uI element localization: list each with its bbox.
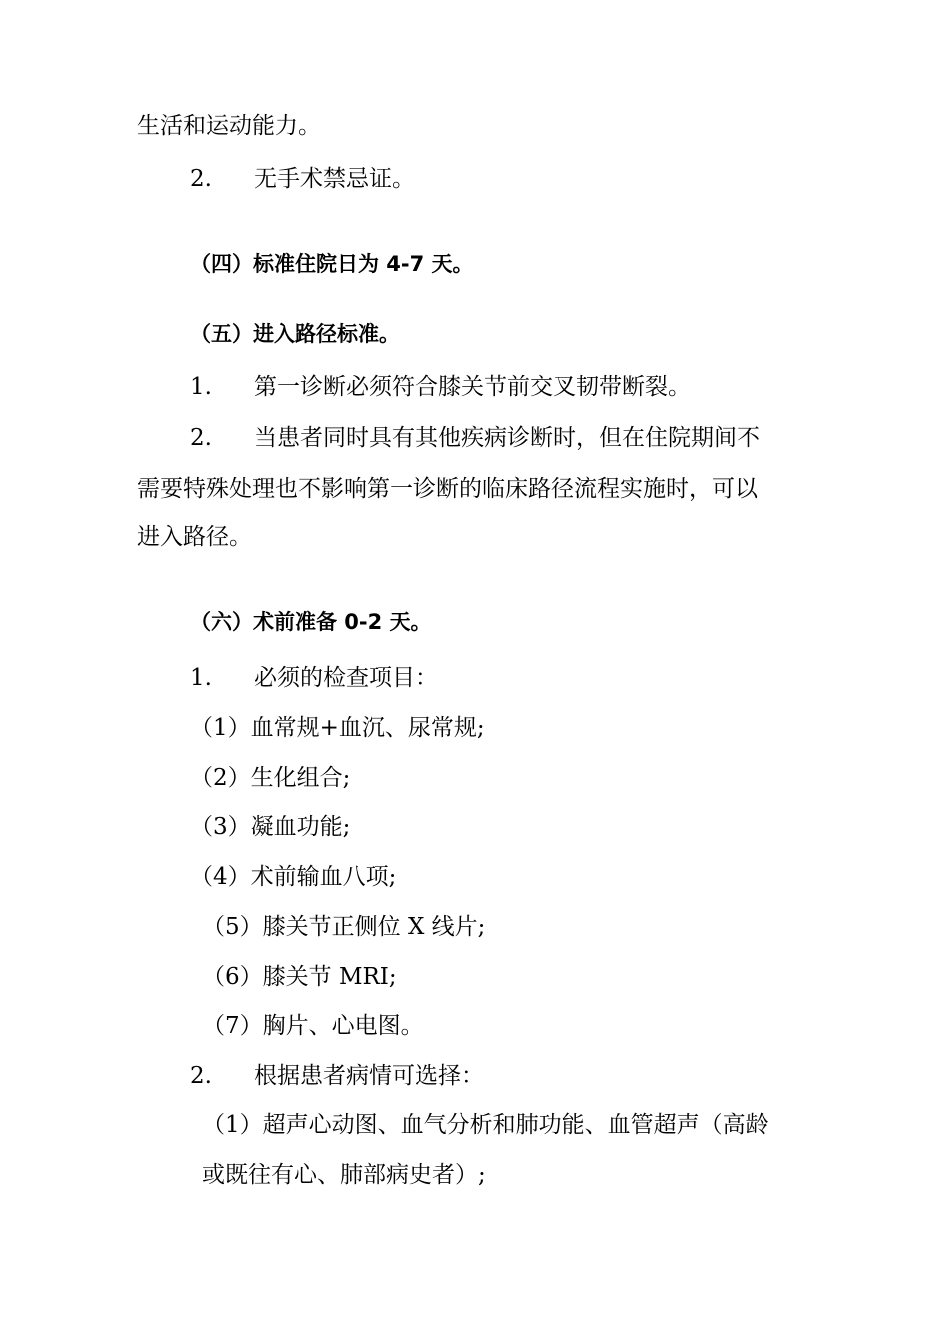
item-number: 2. [190,166,212,192]
sub-item [190,862,396,892]
section-heading [190,607,432,637]
sub-item-text: 或既往有心、肺部病史者）; [202,1162,486,1188]
sub-item [190,812,350,842]
item-number: 2. [190,1063,212,1089]
text-line [137,111,321,141]
text-line [137,474,758,504]
line-text: 生活和运动能力。 [137,113,321,139]
line-text: 需要特殊处理也不影响第一诊断的临床路径流程实施时，可以 [137,476,758,502]
sub-item-text: （4）术前输血八项; [190,864,397,890]
numbered-item [190,372,691,402]
sub-item-continuation [202,1160,486,1190]
sub-item-text: （1）血常规+血沉、尿常规; [190,715,485,741]
sub-item [202,1110,769,1140]
section-heading [190,249,474,279]
sub-item [202,912,485,942]
sub-item [202,1011,424,1041]
sub-item-text: （5）膝关节正侧位 X 线片; [202,914,486,940]
heading-text: （五）进入路径标准。 [190,322,400,346]
sub-item [190,763,350,793]
item-text: 当患者同时具有其他疾病诊断时，但在住院期间不 [254,425,760,451]
item-text: 必须的检查项目： [254,665,438,691]
numbered-item [190,423,760,453]
line-text: 进入路径。 [137,524,252,550]
heading-text: （六）术前准备 0-2 天。 [190,610,432,634]
item-text: 无手术禁忌证。 [254,166,415,192]
heading-text: （四）标准住院日为 4-7 天。 [190,252,474,276]
numbered-item [190,164,415,194]
item-text: 根据患者病情可选择： [254,1063,484,1089]
sub-item-text: （2）生化组合; [190,765,351,791]
text-line [137,522,252,552]
item-number: 1. [190,665,212,691]
sub-item [202,962,397,992]
numbered-item [190,1061,484,1091]
section-heading [190,319,400,349]
item-number: 1. [190,374,212,400]
item-text: 第一诊断必须符合膝关节前交叉韧带断裂。 [254,374,691,400]
sub-item-text: （6）膝关节 MRI; [202,964,397,990]
numbered-item [190,663,438,693]
item-number: 2. [190,425,212,451]
sub-item [190,713,485,743]
sub-item-text: （7）胸片、心电图。 [202,1013,424,1039]
sub-item-text: （3）凝血功能; [190,814,351,840]
sub-item-text: （1）超声心动图、血气分析和肺功能、血管超声（高龄 [202,1112,769,1138]
